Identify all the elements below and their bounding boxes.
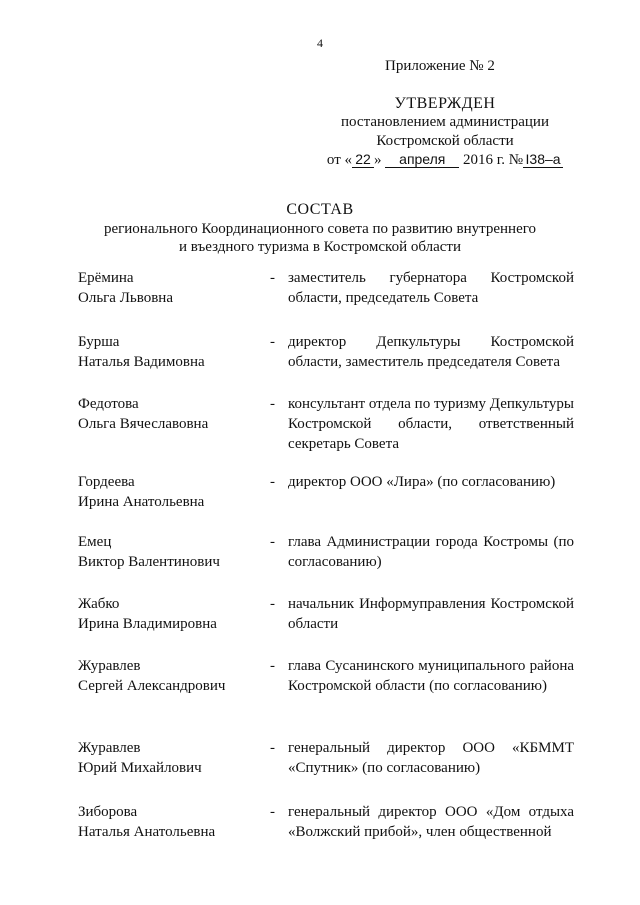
- member-surname: Бурша: [78, 334, 120, 350]
- member-name: [78, 472, 268, 512]
- member-role: глава Администрации города Костромы (по согласованию): [288, 534, 574, 570]
- member-given-names: Ольга Львовна: [78, 290, 173, 306]
- member-name: [78, 332, 268, 372]
- date-day: 22: [352, 151, 374, 168]
- member-surname: Гордеева: [78, 474, 135, 490]
- member-given-names: Наталья Вадимовна: [78, 354, 205, 370]
- decree-number: I38–а: [523, 151, 563, 168]
- member-surname: Жабко: [78, 596, 120, 612]
- date-year: 2016 г. №: [463, 152, 524, 168]
- date-prefix: от «: [326, 152, 353, 168]
- date-month: апреля: [385, 151, 459, 168]
- member-name: [78, 738, 268, 778]
- member-surname: Журавлев: [78, 658, 141, 674]
- dash-separator: -: [270, 334, 275, 350]
- date-mid: »: [374, 152, 382, 168]
- member-name: [78, 268, 268, 308]
- approval-line-2: Костромской области: [376, 133, 514, 149]
- member-surname: Зиборова: [78, 804, 138, 820]
- member-name: [78, 802, 268, 842]
- member-role: генеральный директор ООО «КБММТ «Спутник» (по согласованию): [288, 740, 574, 776]
- member-given-names: Сергей Александрович: [78, 678, 226, 694]
- page-number: 4: [317, 36, 323, 50]
- member-given-names: Ирина Владимировна: [78, 616, 217, 632]
- member-given-names: Юрий Михайлович: [78, 760, 202, 776]
- subtitle-line-2: и въездного туризма в Костромской области: [179, 239, 461, 255]
- dash-separator: -: [270, 596, 275, 612]
- document-subtitle: [60, 220, 580, 256]
- dash-separator: -: [270, 270, 275, 286]
- member-given-names: Виктор Валентинович: [78, 554, 220, 570]
- approval-date-line: [300, 151, 590, 170]
- member-given-names: Наталья Анатольевна: [78, 824, 216, 840]
- appendix-label: Приложение № 2: [385, 58, 495, 74]
- approval-title: УТВЕРЖДЕН: [394, 95, 496, 112]
- dash-separator: -: [270, 804, 275, 820]
- approval-line-1: постановлением администрации: [341, 114, 549, 130]
- document-title: СОСТАВ: [286, 201, 354, 218]
- member-name: [78, 656, 268, 696]
- dash-separator: -: [270, 474, 275, 490]
- member-surname: Федотова: [78, 396, 139, 412]
- member-role: директор ООО «Лира» (по согласованию): [288, 474, 556, 490]
- dash-separator: -: [270, 396, 275, 412]
- member-role: генеральный директор ООО «Дом отдыха «Волжский прибой», член общественной: [288, 804, 574, 840]
- member-surname: Журавлев: [78, 740, 141, 756]
- dash-separator: -: [270, 534, 275, 550]
- member-role: заместитель губернатора Костромской области, председатель Совета: [288, 270, 574, 306]
- dash-separator: -: [270, 658, 275, 674]
- member-role: начальник Информуправления Костромской области: [288, 596, 574, 632]
- member-name: [78, 394, 268, 434]
- member-name: [78, 594, 268, 634]
- member-role: консультант отдела по туризму Депкультуры Костромской области, ответственный секретарь Совета: [288, 396, 575, 452]
- member-name: [78, 532, 268, 572]
- member-given-names: Ольга Вячеславовна: [78, 416, 209, 432]
- member-role: директор Депкультуры Костромской области, заместитель председателя Совета: [288, 334, 574, 370]
- member-role: глава Сусанинского муниципального района Костромской области (по согласованию): [288, 658, 574, 694]
- member-surname: Емец: [78, 534, 112, 550]
- subtitle-line-1: регионального Координационного совета по развитию внутреннего: [103, 221, 537, 237]
- member-surname: Ерёмина: [78, 270, 134, 286]
- approval-block: [300, 94, 590, 170]
- dash-separator: -: [270, 740, 275, 756]
- member-given-names: Ирина Анатольевна: [78, 494, 205, 510]
